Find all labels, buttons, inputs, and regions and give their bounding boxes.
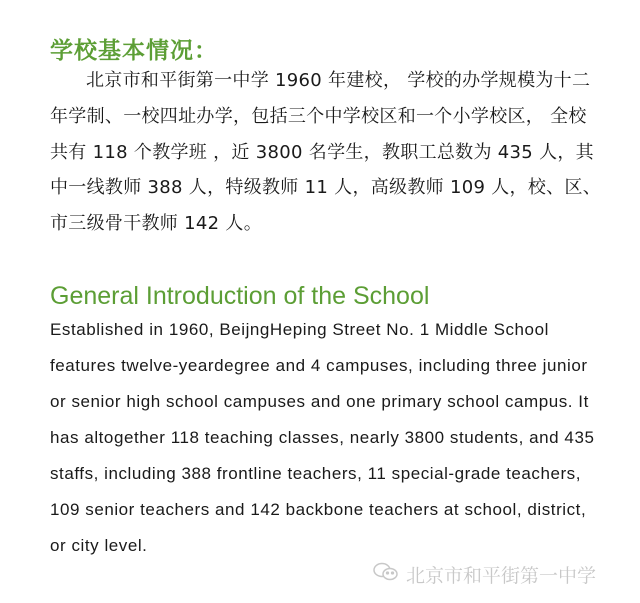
chinese-line: 共有 118 个教学班 ，近 3800 名学生，教职工总数为 435 人，其 xyxy=(50,142,594,163)
english-line: or city level. xyxy=(50,536,148,555)
english-line: or senior high school campuses and one primary school campus. It xyxy=(50,392,589,411)
chinese-line: 北京市和平街第一中学 1960 年建校， 学校的办学规模为十二 xyxy=(86,70,591,91)
chinese-line: 中一线教师 388 人，特级教师 11 人，高级教师 109 人，校、区、 xyxy=(50,177,602,198)
chinese-line: 年学制、一校四址办学，包括三个中学校区和一个小学校区， 全校 xyxy=(50,106,587,127)
english-line: Established in 1960, BeijngHeping Street No. 1 Middle School xyxy=(50,320,549,339)
english-line: staffs, including 388 frontline teachers, 11 special-grade teachers, xyxy=(50,464,582,483)
watermark-text: 北京市和平街第一中学 xyxy=(406,565,597,587)
heading-chinese: 学校基本情况： xyxy=(50,38,218,64)
english-line: features twelve-yeardegree and 4 campuses, including three junior xyxy=(50,356,588,375)
english-line: has altogether 118 teaching classes, nearly 3800 students, and 435 xyxy=(50,428,595,447)
chinese-line: 市三级骨干教师 142 人。 xyxy=(50,213,262,234)
heading-english: General Introduction of the School xyxy=(50,282,430,310)
wechat-icon xyxy=(372,561,400,588)
english-line: 109 senior teachers and 142 backbone teachers at school, district, xyxy=(50,500,587,519)
watermark xyxy=(372,561,596,588)
